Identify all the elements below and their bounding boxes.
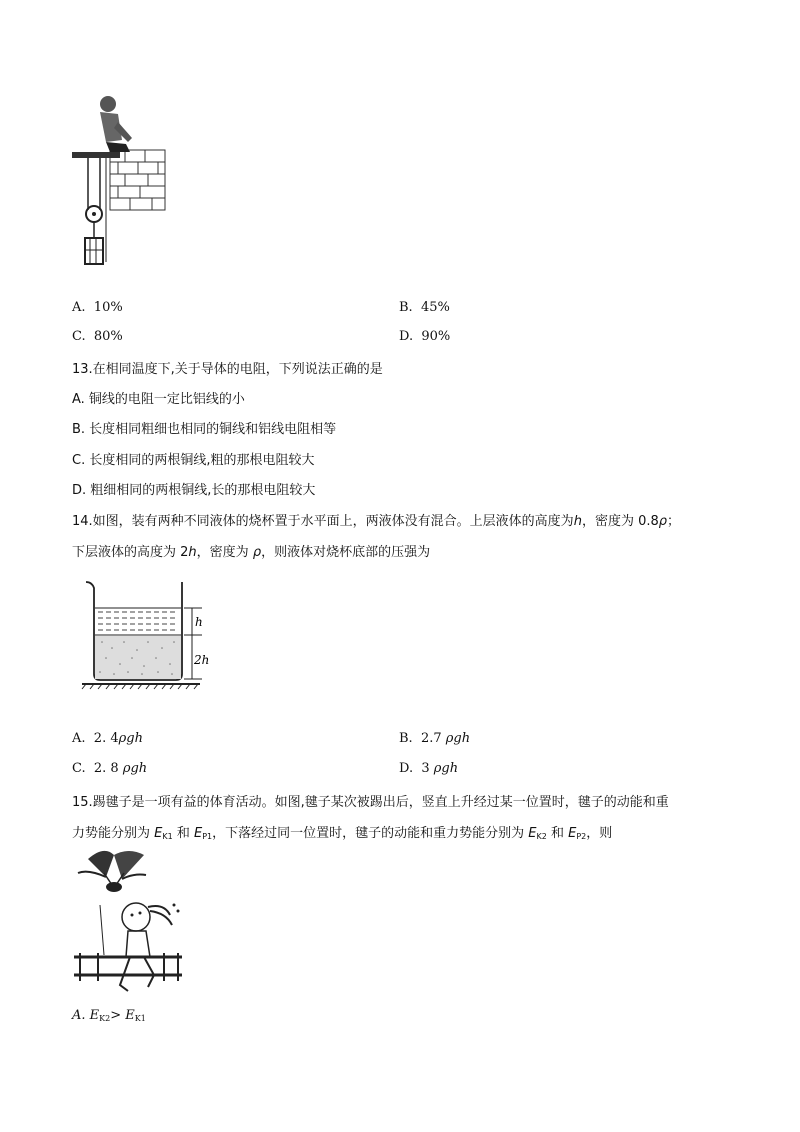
worker-pulley-figure — [70, 92, 170, 272]
shuttlecock-kicker-figure — [74, 845, 184, 995]
q12-option-a: A. 10% — [72, 300, 123, 315]
q15-option-a: A. $E_{K2}> E_{K1}$ — [72, 1008, 146, 1023]
q14-option-d: D. 3 ρgh — [399, 761, 459, 776]
q12-option-c: C. 80% — [72, 329, 123, 344]
q13-option-a: A. 铜线的电阻一定比铝线的小 — [72, 392, 245, 407]
q13-stem: 13.在相同温度下,关于导体的电阻，下列说法正确的是 — [72, 362, 383, 377]
q13-option-b: B. 长度相同粗细也相同的铜线和铝线电阻相等 — [72, 422, 337, 437]
q14-option-a: A. 2. 4ρgh — [72, 731, 143, 746]
q14-option-c: C. 2. 8 ρgh — [72, 761, 148, 776]
q14-stem-line1: 14.如图，装有两种不同液体的烧杯置于水平面上，两液体没有混合。上层液体的高度为h，密度为 0.8ρ； — [72, 514, 681, 529]
q12-option-b: B. 45% — [399, 300, 450, 315]
q15-stem-line2: 力势能分别为 $E_{K1}$ 和 $E_{P1}$，下落经过同一位置时，毽子的动能和重力势能分别为 $E_{K2}$ 和 $E_{P2}$，则 — [72, 826, 613, 841]
q13-option-c: C. 长度相同的两根铜线,粗的那根电阻较大 — [72, 453, 315, 468]
q12-option-d: D. 90% — [399, 329, 451, 344]
q13-option-d: D. 粗细相同的两根铜线,长的那根电阻较大 — [72, 483, 316, 498]
q15-stem-line1: 15.踢毽子是一项有益的体育活动。如图,毽子某次被踢出后，竖直上升经过某一位置时，毽子的动能和重 — [72, 795, 669, 810]
beaker-figure — [82, 578, 222, 690]
q14-stem-line2: 下层液体的高度为 2h，密度为 ρ，则液体对烧杯底部的压强为 — [72, 545, 431, 560]
beaker-label-2h: 2h — [194, 653, 210, 667]
beaker-label-h: h — [195, 615, 203, 629]
q14-option-b: B. 2.7 ρgh — [399, 731, 471, 746]
